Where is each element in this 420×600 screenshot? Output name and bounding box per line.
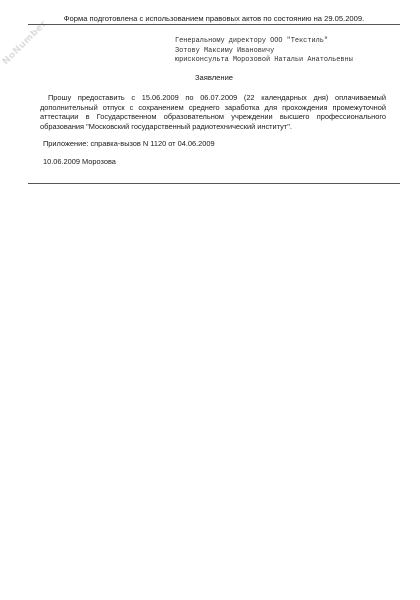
addressee-line-name: Зотову Максиму Ивановичу <box>175 46 275 55</box>
document-title: Заявление <box>194 73 234 82</box>
addressee-line-position: Генеральному директору ООО "Текстиль" <box>175 37 328 45</box>
watermark: NoNumber <box>0 18 50 68</box>
addressee-line-sender: юрисконсульта Морозовой Натальи Анатольевны <box>175 56 353 64</box>
form-preparation-note: Форма подготовлена с использованием правовых актов по состоянию на 29.05.2009. <box>63 14 365 23</box>
bottom-divider <box>28 183 400 184</box>
date-and-signature: 10.06.2009 Морозова <box>43 157 116 166</box>
top-divider <box>28 24 400 25</box>
request-body: Прошу предоставить с 15.06.2009 по 06.07.2009 (22 календарных дня) оплачиваемый дополнительный отпуск с сохранением среднего заработка для прохождения промежуточной аттестации в Государственном образовательном учреждении высшего профессионального образования "Московский государственный радиотехнический институт". <box>40 93 386 131</box>
attachment-line: Приложение: справка-вызов N 1120 от 04.06.2009 <box>43 139 215 148</box>
addressee-block <box>175 37 353 66</box>
